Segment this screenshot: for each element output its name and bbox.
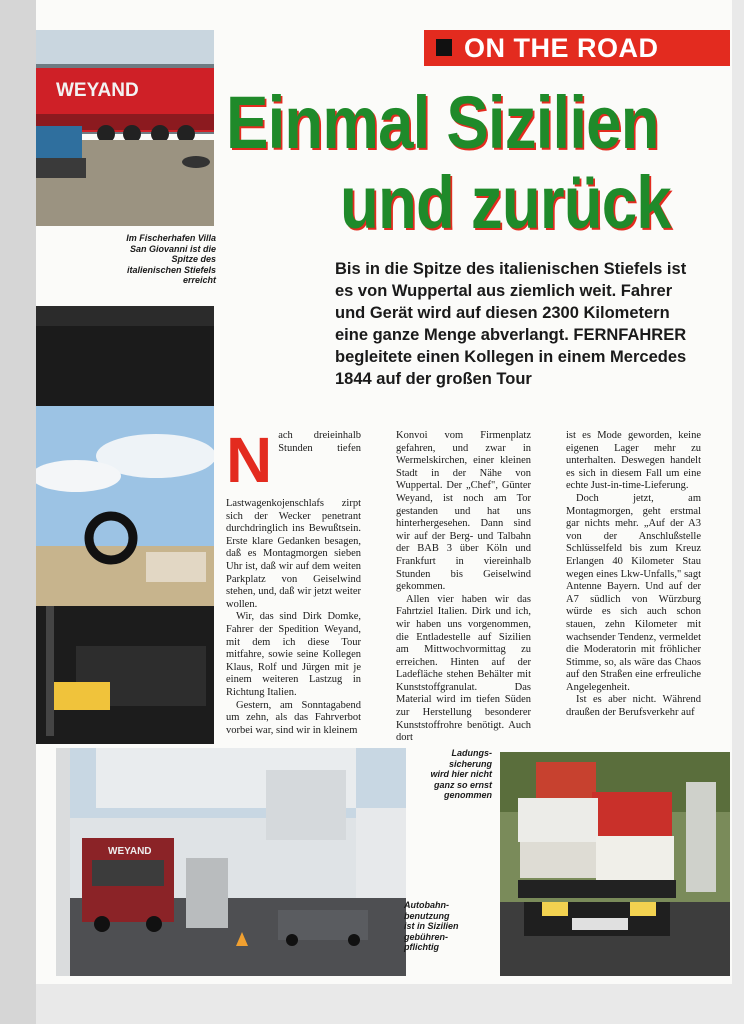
cargo-truck-photo	[500, 752, 730, 976]
drop-cap: N	[226, 424, 273, 496]
col2-para-2: Allen vier haben wir das Fahrtziel Italien. Dirk und ich, wir haben uns vorgenommen, die Entladestelle auf Sizilien am Mittwochvormittag zu erreichen. Hinten auf der Ladefläche stehen Behälter mit Kunststoffgranulat. Das Material wird im tiefen Süden zur Herstellung besonderer Kunststoffrohre benötigt. Auch dort	[396, 593, 531, 744]
col3-para-1: ist es Mode geworden, keine eigenen Lager mehr zu unterhalten. Deswegen handelt es sich in diesem Fall um eine echte Just-in-time-Lieferung.	[566, 430, 701, 492]
banner-square-icon	[436, 39, 452, 56]
truck-sign: WEYAND	[56, 80, 139, 101]
section-banner	[424, 30, 730, 66]
cab-interior-photo	[36, 306, 214, 744]
col3-para-3: Ist es aber nicht. Während draußen der Berufsverkehr auf	[566, 694, 701, 719]
col1-para-3: Gestern, am Sonntagabend um zehn, als das Fahrverbot vorbei war, sind wir in kleinem	[226, 699, 361, 736]
harbor-photo	[36, 30, 214, 226]
col3-para-2: Doch jetzt, am Montagmorgen, geht erstmal gar nichts mehr. „Auf der A3 von der Anschlußstelle Schlüsselfeld bis zum Kreuz Erlangen 40 Kilometer Stau wegen eines Lkw-Unfalls," sagt Antenne Bayern. Und auf der A7 südlich von Würzburg würde es sich auch schon stauen, zehn Kilometer mit wachsender Tendenz, vermeldet die Moderatorin mit fröhlicher Stimme, so, als wäre das Chaos auf den Straßen eine erfreuliche Angelegenheit.	[566, 492, 701, 693]
col1-para-1: Nach dreieinhalb Stunden tiefen Lastwagenkojenschlafs zirpt sich der Wecker penetrant durchdringlich ins Bewußtsein. Erste klare Gedanken besagen, daß es Montagmorgen sieben Uhr ist, daß wir auf dem weiten Parkplatz von Geiselwind stehen, und, daß wir jetzt weiter wollen.	[226, 424, 361, 610]
lead-paragraph: Bis in die Spitze des italienischen Stiefels ist es von Wuppertal aus ziemlich weit. Fahrer und Gerät wird auf diesen 2300 Kilometern eine ganze Menge abverlangt. FERNFAHRER begleitete einen Kollegen in einem Mercedes 1844 auf der großen Tour	[335, 260, 687, 388]
headline-line-2: und zurück	[340, 161, 671, 244]
toll-truck-sign: WEYAND	[108, 846, 152, 857]
col1-para-2: Wir, das sind Dirk Domke, Fahrer der Spedition Weyand, mit dem ich diese Tour mitfahre, sowie seine Kollegen Klaus, Rolf und Jürgen mit je einem weiteren Lastzug in Richtung Italien.	[226, 611, 361, 698]
page-gutter	[0, 0, 36, 1024]
toll-caption: Autobahn-benutzung ist in Sizilien gebühren-pflichtig	[404, 900, 459, 952]
body-column-1	[226, 424, 361, 737]
cargo-caption: Ladungs-sicherung wird hier nicht ganz so ernst genommen	[430, 748, 492, 800]
toll-station-photo	[56, 748, 406, 976]
harbor-caption: Im Fischerhafen Villa San Giovanni ist die Spitze des italienischen Stiefels erreicht	[126, 233, 216, 285]
body-column-2	[396, 430, 531, 745]
body-column-3	[566, 430, 701, 720]
col2-para-1: Konvoi vom Firmenplatz gefahren, und zwar in Wermelskirchen, einer kleinen Stadt in der Nähe von Wuppertal. Der „Chef", Günter Weyand, ist noch am Tor gestanden und hat uns hinterhergesehen. Dann sind wir auf der Berg- und Talbahn der BAB 3 über Köln und Frankfurt in viereinhalb Stunden bis Geiselwind gekommen.	[396, 430, 531, 593]
headline-line-1: Einmal Sizilien	[226, 81, 659, 164]
banner-label: ON THE ROAD	[464, 33, 659, 63]
